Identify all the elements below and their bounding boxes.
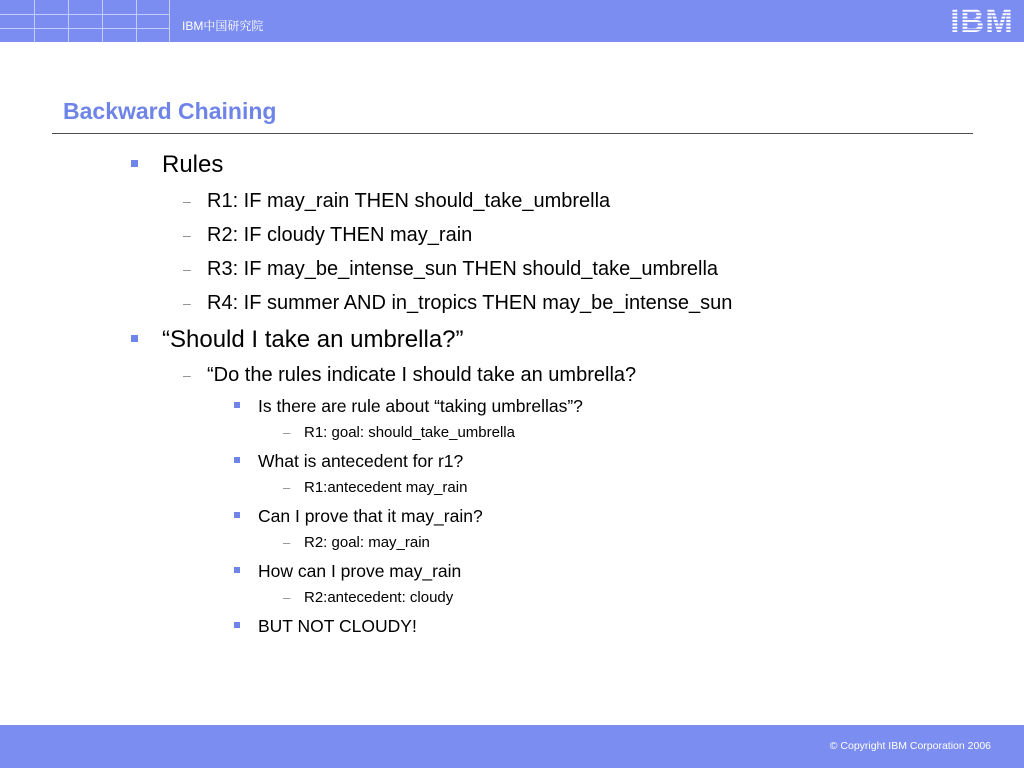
reasoning-step: Can I prove that it may_rain? — [258, 506, 483, 526]
reasoning-step: What is antecedent for r1? — [258, 451, 464, 471]
dash-bullet-icon: – — [283, 425, 291, 440]
header-grid-decoration — [0, 0, 170, 42]
square-bullet-icon — [234, 567, 240, 573]
org-title: IBM中国研究院 — [182, 19, 264, 33]
dash-bullet-icon: – — [183, 261, 191, 277]
ibm-logo — [946, 3, 1018, 37]
rule-item: R2: IF cloudy THEN may_rain — [207, 224, 473, 246]
dash-bullet-icon: – — [183, 193, 191, 209]
square-bullet-icon — [234, 512, 240, 518]
dash-bullet-icon: – — [183, 367, 191, 383]
title-divider — [52, 133, 973, 134]
bullet-question: “Should I take an umbrella?” — [162, 326, 464, 353]
reasoning-step: Is there are rule about “taking umbrellas”? — [258, 396, 583, 416]
step-detail: R2:antecedent: cloudy — [304, 589, 454, 606]
square-bullet-icon — [234, 402, 240, 408]
slide-title: Backward Chaining — [63, 98, 277, 124]
sub-question: “Do the rules indicate I should take an umbrella? — [207, 364, 637, 386]
step-detail: R1:antecedent may_rain — [304, 479, 468, 496]
reasoning-step: How can I prove may_rain — [258, 561, 462, 581]
rule-item: R1: IF may_rain THEN should_take_umbrella — [207, 190, 611, 212]
square-bullet-icon — [131, 335, 138, 342]
reasoning-step: BUT NOT CLOUDY! — [258, 616, 417, 636]
square-bullet-icon — [131, 160, 138, 167]
square-bullet-icon — [234, 457, 240, 463]
dash-bullet-icon: – — [283, 480, 291, 495]
dash-bullet-icon: – — [283, 590, 291, 605]
bullet-rules: Rules — [162, 151, 224, 178]
dash-bullet-icon: – — [283, 535, 291, 550]
rule-item: R3: IF may_be_intense_sun THEN should_take_umbrella — [207, 258, 719, 280]
step-detail: R1: goal: should_take_umbrella — [304, 424, 515, 441]
ibm-logo-text: IBM — [950, 3, 1014, 37]
square-bullet-icon — [234, 622, 240, 628]
dash-bullet-icon: – — [183, 227, 191, 243]
rule-item: R4: IF summer AND in_tropics THEN may_be_intense_sun — [207, 292, 733, 314]
copyright-notice: © Copyright IBM Corporation 2006 — [829, 740, 991, 752]
header-bar — [0, 0, 1024, 42]
step-detail: R2: goal: may_rain — [304, 534, 430, 551]
dash-bullet-icon: – — [183, 295, 191, 311]
